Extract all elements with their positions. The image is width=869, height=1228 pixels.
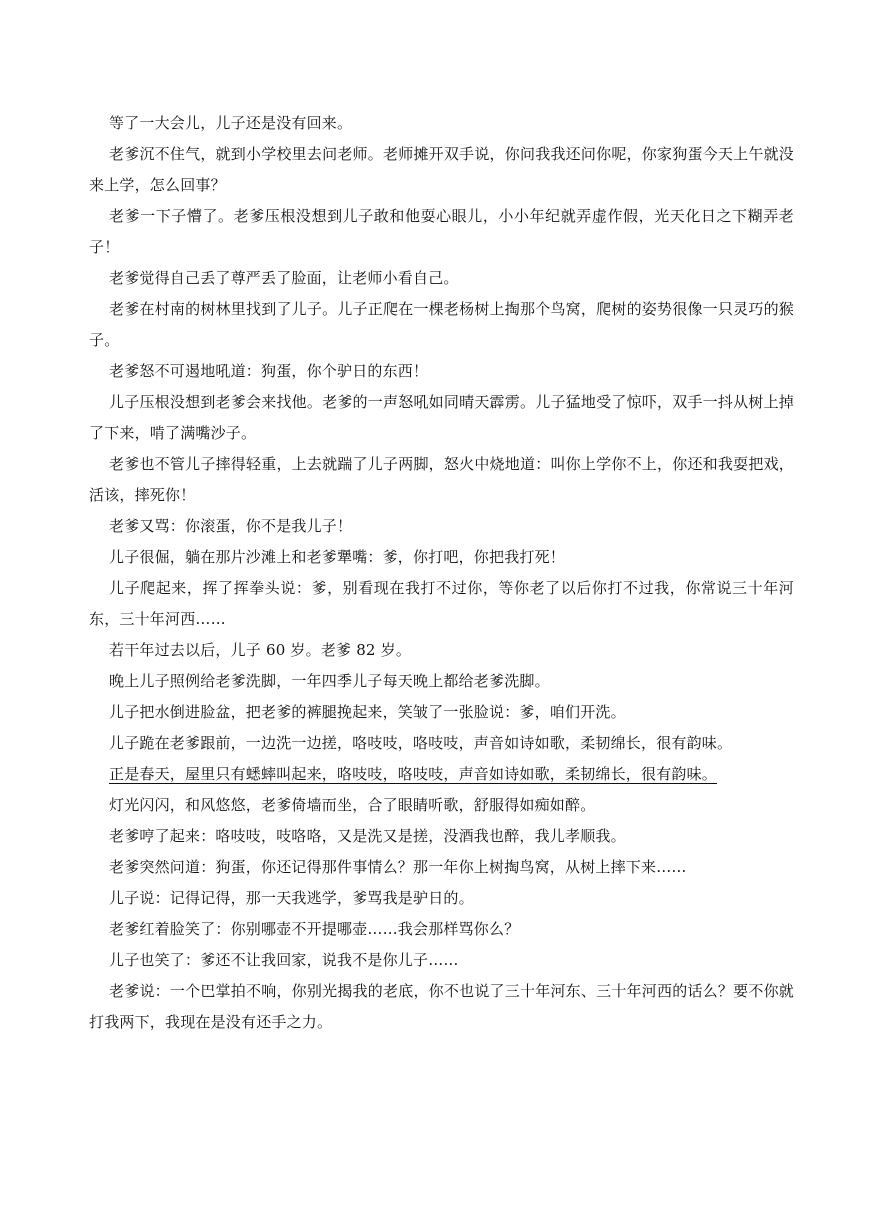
paragraph: 儿子压根没想到老爹会来找他。老爹的一声怒吼如同晴天霹雳。儿子猛地受了惊吓，双手一抖从树上掉了下来，啃了满嘴沙子。 [89, 393, 794, 442]
paragraph: 老爹说：一个巴掌拍不响，你别光揭我的老底，你不也说了三十年河东、三十年河西的话么？要不你就打我两下，我现在是没有还手之力。 [89, 982, 794, 1031]
paragraph: 老爹在村南的树林里找到了儿子。儿子正爬在一棵老杨树上掏那个鸟窝，爬树的姿势很像一只灵巧的猴子。 [89, 300, 794, 349]
paragraph: 若干年过去以后，儿子 60 岁。老爹 82 岁。 [109, 641, 412, 659]
paragraph: 老爹又骂：你滚蛋，你不是我儿子！ [109, 517, 353, 535]
paragraph: 儿子跪在老爹跟前，一边洗一边搓，咯吱吱，咯吱吱，声音如诗如歌，柔韧绵长，很有韵味。 [109, 734, 733, 752]
paragraph: 儿子也笑了：爹还不让我回家，说我不是你儿子…… [109, 951, 459, 969]
paragraph: 老爹哼了起来：咯吱吱，吱咯咯，又是洗又是搓，没酒我也醉，我儿孝顺我。 [109, 827, 626, 845]
paragraph: 晚上儿子照例给老爹洗脚，一年四季儿子每天晚上都给老爹洗脚。 [109, 672, 550, 690]
underlined-paragraph [89, 759, 794, 790]
paragraph: 灯光闪闪，和风悠悠，老爹倚墙而坐，合了眼睛听歌，舒服得如痴如醉。 [109, 796, 596, 814]
paragraph: 儿子说：记得记得，那一天我逃学，爹骂我是驴日的。 [109, 889, 474, 907]
paragraph: 老爹怒不可遏地吼道：狗蛋，你个驴日的东西！ [109, 362, 429, 380]
paragraph: 老爹觉得自己丢了尊严丢了脸面，让老师小看自己。 [109, 269, 459, 287]
paragraph: 老爹红着脸笑了：你别哪壶不开提哪壶……我会那样骂你么？ [109, 920, 520, 938]
underlined-sentence: 正是春天，屋里只有蟋蟀叫起来，咯吱吱，咯吱吱，声音如诗如歌，柔韧绵长，很有韵味。 [109, 765, 718, 783]
paragraph: 老爹沉不住气，就到小学校里去问老师。老师摊开双手说，你问我我还问你呢，你家狗蛋今天上午就没来上学，怎么回事？ [89, 145, 794, 194]
paragraph: 儿子爬起来，挥了挥拳头说：爹，别看现在我打不过你，等你老了以后你打不过我，你常说三十年河东，三十年河西…… [89, 579, 794, 628]
paragraph: 儿子很倔，躺在那片沙滩上和老爹犟嘴：爹，你打吧，你把我打死！ [109, 548, 566, 566]
paragraph: 儿子把水倒进脸盆，把老爹的裤腿挽起来，笑皱了一张脸说：爹，咱们开洗。 [109, 703, 626, 721]
paragraph: 老爹也不管儿子摔得轻重，上去就踹了儿子两脚，怒火中烧地道：叫你上学你不上，你还和我耍把戏，活该，摔死你！ [89, 455, 794, 504]
paragraph: 等了一大会儿，儿子还是没有回来。 [109, 114, 353, 132]
paragraph: 老爹突然问道：狗蛋，你还记得那件事情么？那一年你上树掏鸟窝，从树上摔下来…… [109, 858, 687, 876]
paragraph: 老爹一下子懵了。老爹压根没想到儿子敢和他耍心眼儿，小小年纪就弄虚作假，光天化日之下糊弄老子！ [89, 207, 794, 256]
document-body [89, 108, 794, 1038]
